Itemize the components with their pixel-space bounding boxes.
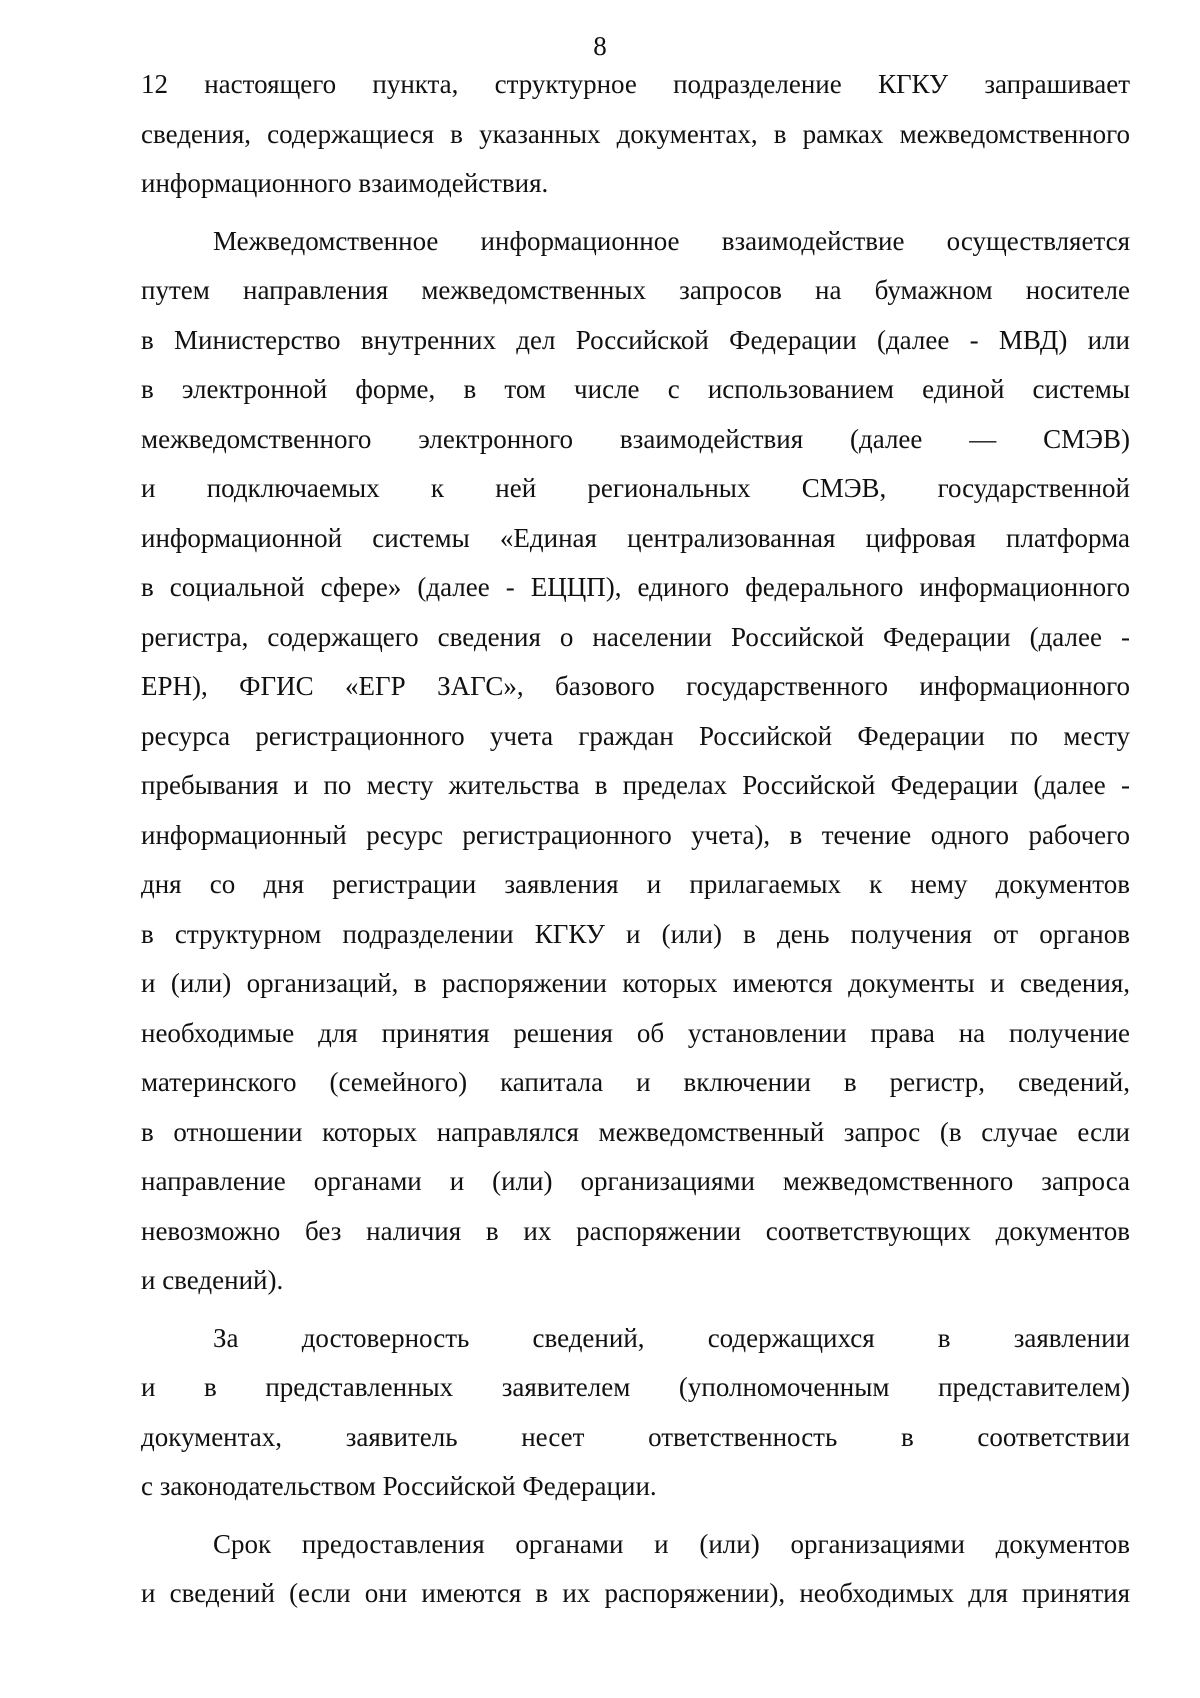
text-line: в Министерство внутренних дел Российской Федерации (далее - МВД) или [141,324,1130,355]
page-number: 8 [593,31,607,61]
text-line: материнского (семейного) капитала и включении в регистр, сведений, [141,1067,1130,1097]
text-line: пребывания и по месту жительства в пределах Российской Федерации (далее - [141,770,1130,800]
paragraph [141,217,1130,1306]
text-line: регистра, содержащего сведения о населении Российской Федерации (далее - [141,621,1130,652]
text-line: Межведомственное информационное взаимодействие осуществляется [213,225,1130,256]
text-line: и сведений). [141,1265,284,1295]
document-body [141,60,1130,1619]
text-line: документах, заявитель несет ответственность в соответствии [141,1421,1130,1452]
text-line: Срок предоставления органами и (или) организациями документов [213,1528,1130,1559]
paragraph [141,1520,1130,1619]
paragraph [141,60,1130,209]
text-line: ЕРН), ФГИС «ЕГР ЗАГС», базового государственного информационного [141,671,1130,701]
text-line: с законодательством Российской Федерации. [141,1471,657,1501]
text-line: и в представленных заявителем (уполномоченным представителем) [141,1372,1130,1402]
paragraph [141,1314,1130,1512]
text-line: путем направления межведомственных запросов на бумажном носителе [141,275,1130,305]
text-line: сведения, содержащиеся в указанных документах, в рамках межведомственного [141,118,1130,149]
text-line: направление органами и (или) организациями межведомственного запроса [141,1166,1130,1196]
text-line: необходимые для принятия решения об установлении права на получение [141,1017,1130,1048]
text-line: информационного взаимодействия. [141,168,549,198]
text-line: и сведений (если они имеются в их распоряжении), необходимых для принятия [141,1578,1130,1608]
text-line: в отношении которых направлялся межведомственный запрос (в случае если [141,1116,1130,1147]
text-line: информационной системы «Единая централизованная цифровая платформа [141,522,1130,553]
paragraph-spacing [141,1512,1130,1520]
text-line: в социальной сфере» (далее - ЕЦЦП), единого федерального информационного [141,572,1130,602]
text-line: ресурса регистрационного учета граждан Российской Федерации по месту [141,720,1130,751]
text-line: невозможно без наличия в их распоряжении соответствующих документов [141,1215,1130,1246]
text-line: в структурном подразделении КГКУ и (или) в день получения от органов [141,918,1130,949]
text-line: межведомственного электронного взаимодействия (далее — СМЭВ) [141,423,1130,454]
text-line: дня со дня регистрации заявления и прилагаемых к нему документов [141,869,1130,899]
text-line: 12 настоящего пункта, структурное подразделение КГКУ запрашивает [141,69,1130,99]
paragraph-spacing [141,1306,1130,1314]
paragraph-spacing [141,209,1130,217]
text-line: информационный ресурс регистрационного учета), в течение одного рабочего [141,819,1130,850]
text-line: в электронной форме, в том числе с использованием единой системы [141,374,1130,404]
text-line: и (или) организаций, в распоряжении которых имеются документы и сведения, [141,968,1130,998]
text-line: За достоверность сведений, содержащихся в заявлении [213,1322,1130,1353]
text-line: и подключаемых к ней региональных СМЭВ, государственной [141,473,1130,503]
